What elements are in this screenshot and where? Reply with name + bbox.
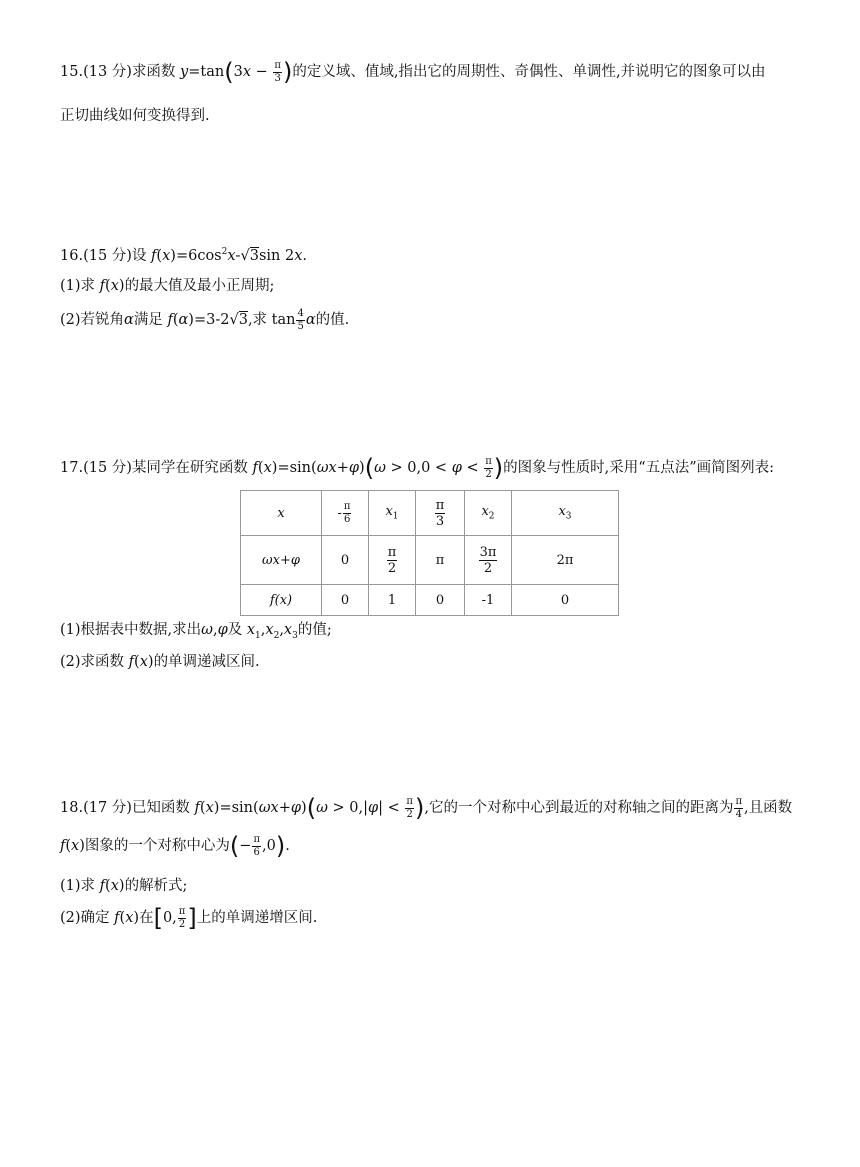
- q18-part1: (1)求 f(x)的解析式;: [60, 878, 188, 894]
- table-cell: $\frac{3\pi}{2}$: [465, 536, 512, 585]
- five-point-table: [240, 490, 619, 616]
- table-cell: 0: [416, 585, 465, 616]
- q16-score: (15 分): [83, 248, 132, 264]
- q17-number: 17.: [60, 460, 84, 476]
- q15-line2: 正切曲线如何变换得到.: [60, 108, 210, 124]
- table-cell: 1: [369, 585, 416, 616]
- table-cell: $\frac{\pi}{2}$: [369, 536, 416, 585]
- fraction-pi-over-4: $\frac{\pi}{4}$: [735, 795, 743, 820]
- q17-part2: (2)求函数 f(x)的单调递减区间.: [60, 654, 260, 670]
- q15-score: (13 分): [83, 64, 132, 80]
- table-cell: ωx+φ: [241, 536, 322, 585]
- table-cell: -1: [465, 585, 512, 616]
- q18-part2: (2)确定 f(x)在[0, $\frac{\pi}{2}$ ]上的单调递增区间.: [60, 904, 318, 932]
- table-cell: 0: [322, 585, 369, 616]
- table-cell: f(x): [241, 585, 322, 616]
- fraction-pi-over-3: $\frac{\pi}{3}$: [274, 59, 281, 84]
- q15-line1: 15.(13 分)求函数 y=tan(3x − $\frac{\pi}{3}$ )的定义域、值域,指出它的周期性、奇偶性、单调性,并说明它的图象可以由: [60, 58, 766, 86]
- table-cell: $\frac{\pi}{3}$: [416, 491, 465, 536]
- q17-part1: (1)根据表中数据,求出ω,φ及 $x_1,x_2,x_3$的值;: [60, 622, 332, 641]
- table-row: [241, 536, 619, 585]
- q18-number: 18.: [60, 800, 84, 816]
- table-cell: π: [416, 536, 465, 585]
- q18-line1: 18.(17 分)已知函数 f(x)=sin(ωx+φ)(ω > 0,|φ| < $\frac{\pi}{2}$ ),它的一个对称中心到最近的对称轴之间的距离为 $\frac{\pi}{4}$ ,且函数: [60, 794, 793, 822]
- table-cell: x: [241, 491, 322, 536]
- q17-line1: 17.(15 分)某同学在研究函数 f(x)=sin(ωx+φ)(ω > 0,0 < φ < $\frac{\pi}{2}$ )的图象与性质时,采用“五点法”画简图列表:: [60, 454, 774, 482]
- table-cell: $x_3$: [512, 491, 619, 536]
- q16-number: 16.: [60, 248, 84, 264]
- q16-line1: 16.(15 分)设 $f(x)=6\cos^2x-√3\sin$ 2x.: [60, 247, 307, 264]
- q18-line2: f(x)图象的一个对称中心为(− $\frac{\pi}{6}$ ,0).: [60, 832, 290, 860]
- q15-number: 15.: [60, 64, 84, 80]
- table-cell: 0: [512, 585, 619, 616]
- q16-part1: (1)求 f(x)的最大值及最小正周期;: [60, 278, 275, 294]
- table-row: [241, 491, 619, 536]
- table-cell: 2π: [512, 536, 619, 585]
- table-cell: 0: [322, 536, 369, 585]
- fraction-pi-over-2: $\frac{\pi}{2}$: [485, 455, 492, 480]
- q16-part2: (2)若锐角α满足 f(α)=3-2√3,求 tan $\frac{4}{5}$ α的值.: [60, 307, 350, 332]
- q18-score: (17 分): [83, 800, 132, 816]
- table-cell: $x_1$: [369, 491, 416, 536]
- table-cell: $x_2$: [465, 491, 512, 536]
- q17-score: (15 分): [83, 460, 132, 476]
- table-row: [241, 585, 619, 616]
- table-cell: - $\frac{\pi}{6}$: [322, 491, 369, 536]
- fraction-4-over-5: $\frac{4}{5}$: [297, 307, 304, 332]
